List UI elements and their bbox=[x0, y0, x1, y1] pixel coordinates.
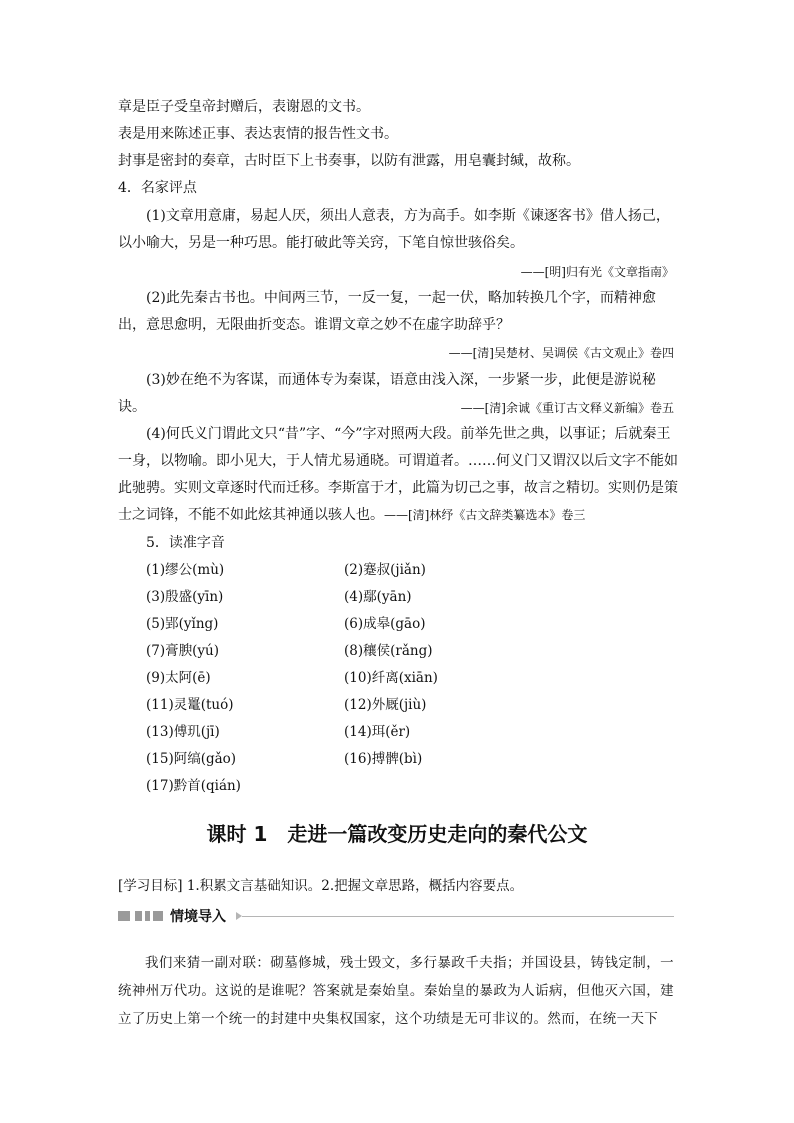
comment-4-text: (4)何氏义门谓此文只“昔”字、“今”字对照两大段。前举先世之典，以事证；后就秦王一身，以物喻。即小见大，于人情尤易通晓。可谓道者。……何义门又谓汉以后文字不能如此驰骋。实则文章逐时代而迁移。李斯富于才，此篇为切己之事，故言之精切。实则仍是策士之词锋，不能不如此炫其神通以骇人也。 bbox=[118, 426, 678, 523]
pron-item: (11)灵鼍(tuó) bbox=[146, 697, 234, 713]
pron-item: (5)郢(yǐng) bbox=[146, 616, 219, 632]
pron-item: (17)黔首(qián) bbox=[146, 778, 241, 794]
lesson-title: 课时 1 走进一篇改变历史走向的秦代公文 bbox=[206, 822, 588, 846]
intro-section-header bbox=[118, 906, 674, 926]
paragraph-fengshi: 封事是密封的奏章，古时臣下上书奏事，以防有泄露，用皂囊封缄，故称。 bbox=[118, 153, 580, 169]
comment-3: (3)妙在绝不为客谋，而通体专为秦谋，语意由浅入深，一步紧一步，此便是游说秘诀。 bbox=[118, 372, 656, 415]
pron-item: (14)珥(ěr) bbox=[344, 724, 411, 740]
comment-3-source: ——[清]余诚《重订古文释义新编》卷五 bbox=[460, 401, 674, 415]
pron-item: (15)阿缟(gǎo) bbox=[146, 751, 237, 767]
comment-1: (1)文章用意庸，易起人厌，须出人意表，方为高手。如李斯《谏逐客书》借人扬己，以小喻大，另是一种巧思。能打破此等关窍，下笔自惊世骇俗矣。 bbox=[118, 208, 670, 251]
header-decoration-bar bbox=[118, 911, 130, 921]
pron-item: (10)纤离(xiān) bbox=[344, 670, 438, 686]
pron-item: (1)缪公(mù) bbox=[146, 562, 225, 578]
pron-item: (12)外厩(jiù) bbox=[344, 697, 427, 713]
pron-item: (16)搏髀(bì) bbox=[344, 751, 423, 767]
pron-item: (7)膏腴(yú) bbox=[146, 643, 219, 659]
intro-text: 我们来猜一副对联：砌墓修城，残士毁文，多行暴政千夫指；并国设县，铸钱定制，一统神州万代功。这说的是谁呢？答案就是秦始皇。秦始皇的暴政为人诟病，但他灭六国，建立了历史上第一个统一的封建中央集权国家，这个功绩是无可非议的。然而，在统一天下 bbox=[118, 955, 674, 1027]
header-decoration-bar bbox=[145, 911, 150, 921]
header-divider bbox=[242, 916, 674, 917]
pron-item: (4)鄢(yān) bbox=[344, 589, 412, 605]
learning-goals-label: [学习目标] bbox=[118, 878, 183, 894]
pron-item: (8)穰侯(rǎng) bbox=[344, 643, 433, 659]
pron-item: (6)成皋(gāo) bbox=[344, 616, 426, 632]
pron-item: (9)太阿(ē) bbox=[146, 670, 211, 686]
header-decoration-bar bbox=[135, 911, 142, 921]
intro-section-label: 情境导入 bbox=[170, 909, 226, 925]
pron-item: (2)蹇叔(jiǎn) bbox=[344, 562, 426, 578]
comment-4-source: ——[清]林纾《古文辞类纂选本》卷三 bbox=[384, 508, 586, 522]
section4-heading: 4．名家评点 bbox=[118, 180, 197, 196]
paragraph-zhang: 章是臣子受皇帝封赠后，表谢恩的文书。 bbox=[118, 99, 370, 115]
pron-item: (3)殷盛(yīn) bbox=[146, 589, 224, 605]
comment-1-source: ——[明]归有光《文章指南》 bbox=[520, 265, 674, 279]
paragraph-biao: 表是用来陈述正事、表达衷情的报告性文书。 bbox=[118, 126, 398, 142]
pron-item: (13)傅玑(jī) bbox=[146, 724, 220, 740]
header-decoration-bar bbox=[153, 911, 163, 921]
section5-heading: 5．读准字音 bbox=[146, 535, 225, 551]
comment-2: (2)此先秦古书也。中间两三节，一反一复，一起一伏，略加转换几个字，而精神愈出，意思愈明，无限曲折变态。谁谓文章之妙不在虚字助辞乎？ bbox=[118, 290, 656, 333]
comment-4 bbox=[118, 421, 678, 529]
learning-goals-text: 1.积累文言基础知识。2.把握文章思路，概括内容要点。 bbox=[186, 878, 524, 894]
learning-goals bbox=[118, 874, 523, 894]
comment-2-source: ——[清]吴楚材、吴调侯《古文观止》卷四 bbox=[448, 346, 674, 360]
